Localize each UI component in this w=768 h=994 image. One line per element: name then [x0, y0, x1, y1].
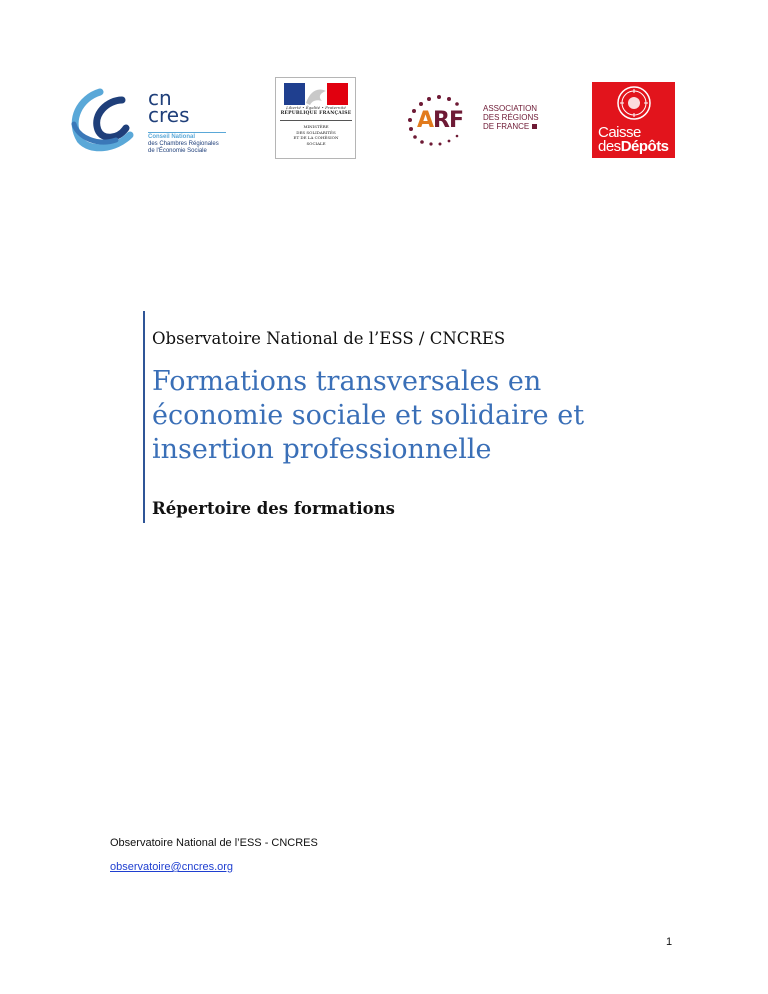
arf-letters-rf: RF	[433, 108, 463, 133]
cncres-wordmark	[148, 86, 190, 127]
footer-organization: Observatoire National de l’ESS - CNCRES	[110, 837, 318, 849]
arf-wordmark	[417, 108, 463, 133]
cncres-divider	[148, 132, 226, 133]
cdc-line2	[598, 139, 669, 154]
cncres-line2: cres	[148, 103, 190, 127]
page-number: 1	[666, 936, 673, 948]
footer-email-link[interactable]: observatoire@cncres.org	[110, 861, 234, 873]
arf-name: ASSOCIATION DES RÉGIONS DE FRANCE	[483, 104, 539, 131]
marianne-icon	[284, 83, 348, 105]
document-section-heading: Répertoire des formations	[152, 499, 395, 518]
ministry-name: MINISTÈRE DES SOLIDARITÉS ET DE LA COHÉSION SOCIALE	[293, 124, 339, 146]
ministere-divider	[280, 120, 352, 121]
document-title: Formations transversales en économie sociale et solidaire et insertion professionnelle	[152, 366, 585, 465]
seal-icon	[616, 85, 652, 121]
caisse-des-depots-logo	[592, 82, 675, 158]
arf-letter-a: A	[417, 108, 434, 133]
arf-square-icon	[532, 124, 537, 129]
cncres-swirl-icon	[60, 80, 150, 160]
cncres-logo	[60, 80, 230, 160]
arf-text	[483, 104, 539, 131]
cncres-subtext: des Chambres Régionales de l'Économie Sociale	[148, 141, 219, 154]
republic-motto: Liberté • Égalité • Fraternité	[286, 105, 346, 110]
cdc-line2-bold: Dépôts	[620, 138, 669, 155]
document-subtitle: Observatoire National de l’ESS / CNCRES	[152, 329, 506, 348]
cdc-line2-prefix: des	[598, 138, 621, 155]
cncres-line1: cn	[148, 86, 172, 110]
republic-name: RÉPUBLIQUE FRANÇAISE	[280, 111, 352, 116]
title-accent-bar	[143, 311, 145, 523]
arf-logo	[403, 94, 548, 146]
ministere-logo	[275, 77, 356, 159]
cncres-subtitle: Conseil National	[148, 134, 196, 140]
cdc-line1: Caisse	[598, 124, 641, 141]
